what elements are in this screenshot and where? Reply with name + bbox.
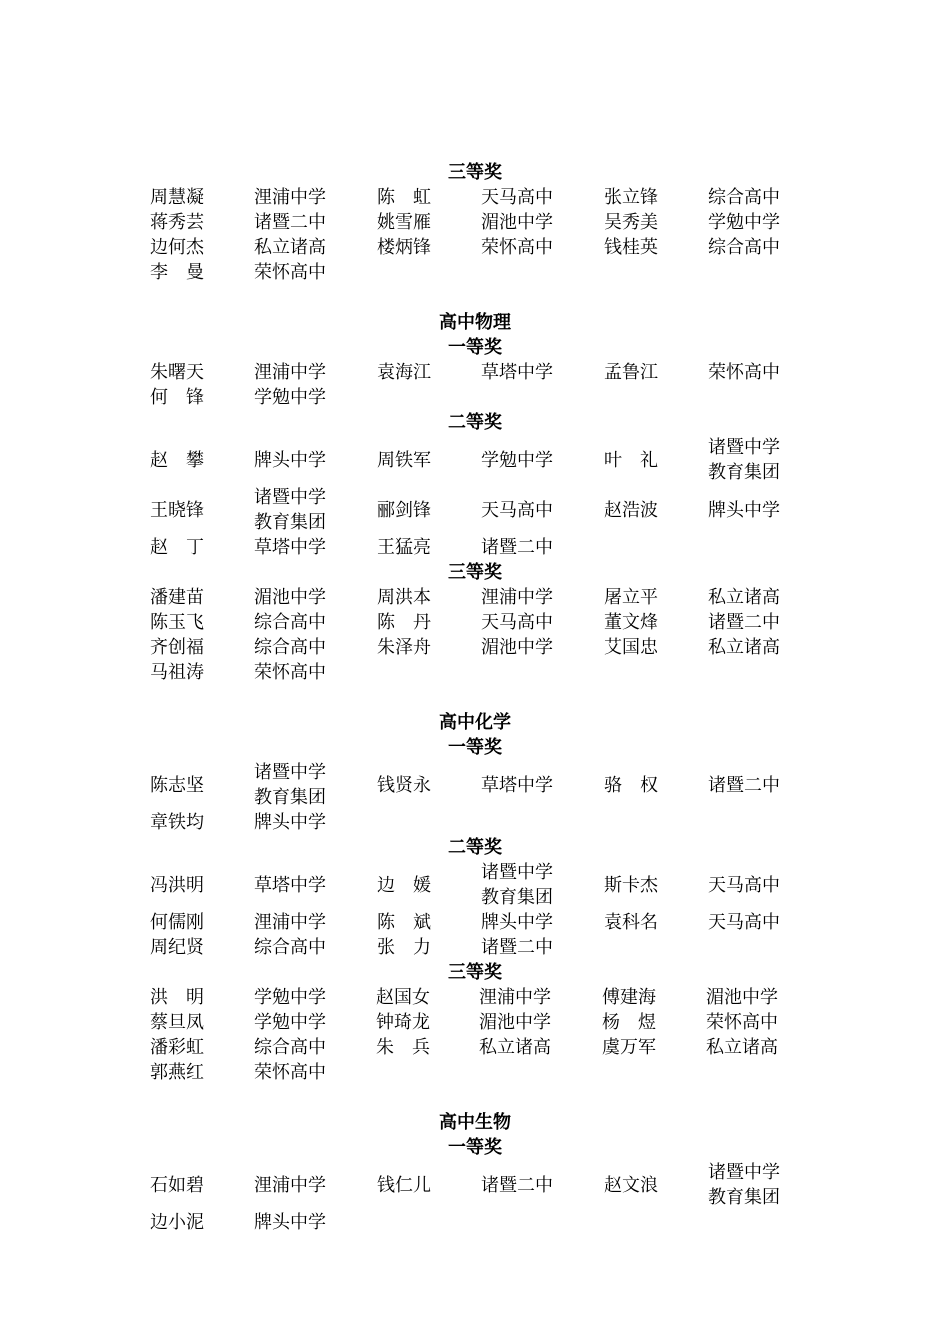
- winner-name-text: 赵 攀: [150, 449, 204, 471]
- winner-name-text: 陈玉飞: [150, 612, 204, 633]
- school-name-text: 学勉中学: [254, 387, 326, 408]
- school-name: [706, 985, 778, 1010]
- winner-row: [150, 1060, 800, 1085]
- winner-name-text: 孟鲁江: [604, 362, 658, 383]
- school-name: [254, 535, 326, 560]
- winner-name-text: 冯洪明: [150, 874, 204, 896]
- school-name: [481, 910, 553, 935]
- school-name: [708, 235, 780, 260]
- winner-name-text: 周铁军: [377, 449, 431, 471]
- winner-row: [150, 385, 800, 410]
- school-name: [254, 185, 326, 210]
- winner-name-text: 傅建海: [602, 987, 656, 1008]
- school-name-text: 综合高中: [254, 612, 326, 633]
- school-name-text: 草塔中学: [481, 362, 553, 383]
- school-name-text: 荣怀高中: [254, 1062, 326, 1083]
- school-name-text: 天马高中: [708, 912, 780, 933]
- winner-name-text: 钟琦龙: [376, 1012, 430, 1033]
- winner-name-text: 赵文浪: [604, 1174, 658, 1196]
- school-name: [254, 1010, 326, 1035]
- winner-name-text: 郦剑锋: [377, 499, 431, 521]
- winner-name-text: 洪 明: [150, 987, 204, 1008]
- winner-row: [150, 210, 800, 235]
- winner-row: [150, 610, 800, 635]
- winner-name-text: 朱泽舟: [377, 637, 431, 658]
- subject-heading: 高中化学: [439, 712, 511, 733]
- winner-name-text: 陈 丹: [377, 612, 431, 633]
- school-name-text: 综合高中: [708, 237, 780, 258]
- winner-name: [150, 585, 204, 610]
- school-name: [254, 1060, 326, 1085]
- school-name: [708, 760, 780, 810]
- school-name-text: 牌头中学: [254, 1212, 326, 1233]
- winner-row: [150, 1210, 800, 1235]
- school-name-text: 诸暨二中: [481, 937, 553, 958]
- winner-name-text: 姚雪雁: [377, 212, 431, 233]
- school-name-text: 荣怀高中: [481, 237, 553, 258]
- school-name-text: 私立诸高: [708, 587, 780, 608]
- winner-name: [604, 760, 658, 810]
- subject-heading: 高中生物: [439, 1112, 511, 1133]
- school-name: [708, 210, 780, 235]
- school-name-text: 诸暨中学 教育集团: [481, 862, 553, 908]
- winner-name: [377, 910, 431, 935]
- winner-row: [150, 235, 800, 260]
- school-name: [708, 1160, 780, 1210]
- winner-name-text: 艾国忠: [604, 637, 658, 658]
- winner-name: [377, 535, 431, 560]
- school-name-text: 天马高中: [481, 187, 553, 208]
- award-level-heading: 二等奖: [448, 412, 502, 433]
- winner-row: [150, 635, 800, 660]
- winner-name: [376, 985, 430, 1010]
- winner-row: [150, 935, 800, 960]
- winner-name: [602, 1035, 656, 1060]
- winner-row: [150, 1160, 800, 1210]
- winner-name-text: 郭燕红: [150, 1062, 204, 1083]
- winner-name: [150, 435, 204, 485]
- winner-row: [150, 185, 800, 210]
- winner-name-text: 周纪贤: [150, 937, 204, 958]
- winner-name-text: 吴秀美: [604, 212, 658, 233]
- school-name-text: 综合高中: [254, 937, 326, 958]
- school-name: [254, 635, 326, 660]
- school-name: [481, 935, 553, 960]
- school-name: [481, 485, 553, 535]
- school-name-text: 浬浦中学: [254, 362, 326, 383]
- award-level-heading: 三等奖: [448, 162, 502, 183]
- winner-row: [150, 435, 800, 485]
- winner-name-text: 钱仁儿: [377, 1174, 431, 1196]
- winner-name-text: 王猛亮: [377, 537, 431, 558]
- winner-name-text: 袁科名: [604, 912, 658, 933]
- school-name-text: 学勉中学: [254, 987, 326, 1008]
- section-spacer: [150, 685, 800, 710]
- winner-row: [150, 760, 800, 810]
- winner-name-text: 张立锋: [604, 187, 658, 208]
- winner-name: [377, 235, 431, 260]
- school-name-text: 诸暨二中: [708, 774, 780, 796]
- winner-name-text: 陈志坚: [150, 774, 204, 796]
- school-name-text: 诸暨中学 教育集团: [708, 1162, 780, 1208]
- school-name: [254, 610, 326, 635]
- award-level-heading: 三等奖: [448, 562, 502, 583]
- school-name-text: 牌头中学: [481, 912, 553, 933]
- winner-name: [150, 910, 204, 935]
- winner-name-text: 潘建苗: [150, 587, 204, 608]
- school-name-text: 天马高中: [481, 612, 553, 633]
- winner-name: [377, 360, 431, 385]
- school-name-text: 诸暨中学 教育集团: [254, 487, 326, 533]
- school-name-text: 浬浦中学: [254, 1174, 326, 1196]
- school-name-text: 湄池中学: [479, 1012, 551, 1033]
- winner-row: [150, 535, 800, 560]
- school-name-text: 学勉中学: [254, 1012, 326, 1033]
- winner-name: [377, 485, 431, 535]
- school-name: [481, 435, 553, 485]
- section-spacer: [150, 285, 800, 310]
- winner-name: [150, 185, 204, 210]
- winner-name: [604, 185, 658, 210]
- school-name-text: 浬浦中学: [479, 987, 551, 1008]
- school-name: [254, 1210, 326, 1235]
- winner-name-text: 周洪本: [377, 587, 431, 608]
- winner-row: [150, 360, 800, 385]
- winner-name: [150, 235, 204, 260]
- winner-name: [602, 985, 656, 1010]
- school-name-text: 诸暨中学 教育集团: [254, 762, 326, 808]
- school-name-text: 牌头中学: [254, 449, 326, 471]
- school-name-text: 诸暨二中: [254, 212, 326, 233]
- school-name: [254, 360, 326, 385]
- winner-name-text: 钱桂英: [604, 237, 658, 258]
- winner-name: [604, 610, 658, 635]
- winner-name-text: 赵 丁: [150, 537, 204, 558]
- school-name: [254, 210, 326, 235]
- winner-row: [150, 260, 800, 285]
- school-name: [254, 910, 326, 935]
- winner-name: [150, 610, 204, 635]
- winner-name-text: 边小泥: [150, 1212, 204, 1233]
- award-level-heading: 一等奖: [448, 337, 502, 358]
- winner-name: [150, 1010, 204, 1035]
- winner-name-text: 虞万军: [602, 1037, 656, 1058]
- winner-name-text: 何儒刚: [150, 912, 204, 933]
- winner-row: [150, 810, 800, 835]
- school-name: [254, 660, 326, 685]
- school-name-text: 诸暨二中: [708, 612, 780, 633]
- winner-name-text: 边何杰: [150, 237, 204, 258]
- school-name: [708, 910, 780, 935]
- winner-name-text: 齐创福: [150, 637, 204, 658]
- school-name: [708, 585, 780, 610]
- winner-name: [150, 485, 204, 535]
- school-name-text: 浬浦中学: [254, 187, 326, 208]
- school-name-text: 天马高中: [481, 499, 553, 521]
- winner-name: [604, 635, 658, 660]
- school-name: [479, 1010, 551, 1035]
- school-name: [481, 760, 553, 810]
- winner-name-text: 王晓锋: [150, 499, 204, 521]
- school-name: [708, 610, 780, 635]
- award-level-heading: 一等奖: [448, 737, 502, 758]
- school-name-text: 天马高中: [708, 874, 780, 896]
- school-name: [481, 585, 553, 610]
- school-name: [254, 810, 326, 835]
- winner-name-text: 董文烽: [604, 612, 658, 633]
- school-name-text: 综合高中: [708, 187, 780, 208]
- winner-name: [377, 585, 431, 610]
- winner-name: [377, 635, 431, 660]
- winner-name-text: 潘彩虹: [150, 1037, 204, 1058]
- winner-name: [150, 385, 204, 410]
- winner-name: [377, 860, 431, 910]
- school-name: [254, 385, 326, 410]
- winner-name-text: 骆 权: [604, 774, 658, 796]
- section-spacer: [150, 1085, 800, 1110]
- winner-name-text: 斯卡杰: [604, 874, 658, 896]
- winner-name: [377, 210, 431, 235]
- school-name: [706, 1035, 778, 1060]
- winner-row: [150, 985, 800, 1010]
- winner-name: [377, 610, 431, 635]
- school-name-text: 牌头中学: [708, 499, 780, 521]
- winner-name-text: 袁海江: [377, 362, 431, 383]
- school-name-text: 诸暨二中: [481, 537, 553, 558]
- winner-name-text: 陈 斌: [377, 912, 431, 933]
- winner-name: [150, 810, 204, 835]
- winner-name: [604, 210, 658, 235]
- winner-name: [150, 1060, 204, 1085]
- winner-name-text: 赵浩波: [604, 499, 658, 521]
- school-name: [708, 435, 780, 485]
- winner-name: [150, 660, 204, 685]
- school-name-text: 牌头中学: [254, 812, 326, 833]
- school-name: [254, 860, 326, 910]
- school-name: [254, 760, 326, 810]
- winner-name-text: 杨 煜: [602, 1012, 656, 1033]
- winner-name-text: 章铁均: [150, 812, 204, 833]
- school-name-text: 湄池中学: [706, 987, 778, 1008]
- winner-name: [150, 635, 204, 660]
- winner-name-text: 蔡旦凤: [150, 1012, 204, 1033]
- school-name-text: 湄池中学: [481, 212, 553, 233]
- winner-name-text: 陈 虹: [377, 187, 431, 208]
- award-list-document: [150, 160, 800, 1235]
- school-name-text: 私立诸高: [706, 1037, 778, 1058]
- school-name-text: 湄池中学: [254, 587, 326, 608]
- school-name: [706, 1010, 778, 1035]
- school-name-text: 诸暨中学 教育集团: [708, 437, 780, 483]
- school-name: [254, 1160, 326, 1210]
- school-name-text: 草塔中学: [254, 537, 326, 558]
- school-name-text: 私立诸高: [254, 237, 326, 258]
- winner-name: [150, 860, 204, 910]
- winner-name: [150, 210, 204, 235]
- winner-name: [377, 185, 431, 210]
- winner-name: [604, 860, 658, 910]
- winner-name-text: 楼炳锋: [377, 237, 431, 258]
- winner-name: [377, 435, 431, 485]
- winner-name-text: 张 力: [377, 937, 431, 958]
- winner-name: [604, 235, 658, 260]
- school-name-text: 荣怀高中: [254, 662, 326, 683]
- winner-name-text: 马祖涛: [150, 662, 204, 683]
- winner-row: [150, 910, 800, 935]
- winner-name: [604, 1160, 658, 1210]
- school-name: [481, 360, 553, 385]
- winner-row: [150, 660, 800, 685]
- winner-name: [150, 935, 204, 960]
- school-name-text: 综合高中: [254, 1037, 326, 1058]
- winner-name-text: 叶 礼: [604, 449, 658, 471]
- school-name-text: 湄池中学: [481, 637, 553, 658]
- winner-name: [150, 360, 204, 385]
- winner-name-text: 何 锋: [150, 387, 204, 408]
- school-name: [481, 210, 553, 235]
- school-name: [481, 185, 553, 210]
- winner-name: [604, 485, 658, 535]
- winner-name: [604, 585, 658, 610]
- school-name: [481, 860, 553, 910]
- subject-heading: 高中物理: [439, 312, 511, 333]
- school-name: [254, 985, 326, 1010]
- winner-name: [150, 1035, 204, 1060]
- winner-name: [150, 260, 204, 285]
- winner-name: [602, 1010, 656, 1035]
- winner-name-text: 朱曙天: [150, 362, 204, 383]
- school-name: [479, 985, 551, 1010]
- school-name: [481, 1160, 553, 1210]
- winner-name-text: 蒋秀芸: [150, 212, 204, 233]
- winner-row: [150, 1010, 800, 1035]
- school-name: [481, 535, 553, 560]
- winner-name: [150, 535, 204, 560]
- winner-name: [377, 760, 431, 810]
- school-name-text: 草塔中学: [481, 774, 553, 796]
- winner-name: [377, 935, 431, 960]
- winner-name: [376, 1010, 430, 1035]
- school-name: [254, 485, 326, 535]
- winner-name-text: 朱 兵: [376, 1037, 430, 1058]
- winner-name-text: 屠立平: [604, 587, 658, 608]
- winner-name: [376, 1035, 430, 1060]
- winner-name-text: 边 媛: [377, 874, 431, 896]
- school-name: [708, 485, 780, 535]
- school-name: [254, 435, 326, 485]
- school-name: [254, 260, 326, 285]
- school-name: [708, 360, 780, 385]
- school-name: [254, 235, 326, 260]
- winner-name-text: 周慧凝: [150, 187, 204, 208]
- winner-name-text: 李 曼: [150, 262, 204, 283]
- winner-name-text: 石如碧: [150, 1174, 204, 1196]
- school-name-text: 荣怀高中: [708, 362, 780, 383]
- winner-row: [150, 585, 800, 610]
- school-name-text: 浬浦中学: [254, 912, 326, 933]
- winner-name: [604, 360, 658, 385]
- winner-row: [150, 485, 800, 535]
- school-name-text: 学勉中学: [481, 449, 553, 471]
- school-name-text: 私立诸高: [479, 1037, 551, 1058]
- school-name: [481, 635, 553, 660]
- school-name-text: 私立诸高: [708, 637, 780, 658]
- award-level-heading: 一等奖: [448, 1137, 502, 1158]
- winner-name: [604, 910, 658, 935]
- school-name: [708, 860, 780, 910]
- school-name: [481, 235, 553, 260]
- school-name: [479, 1035, 551, 1060]
- school-name: [254, 935, 326, 960]
- school-name-text: 荣怀高中: [254, 262, 326, 283]
- winner-name: [604, 435, 658, 485]
- winner-name: [150, 760, 204, 810]
- school-name: [708, 185, 780, 210]
- school-name-text: 诸暨二中: [481, 1174, 553, 1196]
- winner-name-text: 赵国女: [376, 987, 430, 1008]
- school-name: [708, 635, 780, 660]
- winner-name: [377, 1160, 431, 1210]
- winner-name: [150, 1160, 204, 1210]
- school-name: [481, 610, 553, 635]
- school-name-text: 综合高中: [254, 637, 326, 658]
- award-level-heading: 二等奖: [448, 837, 502, 858]
- school-name-text: 荣怀高中: [706, 1012, 778, 1033]
- winner-row: [150, 1035, 800, 1060]
- school-name-text: 草塔中学: [254, 874, 326, 896]
- school-name-text: 学勉中学: [708, 212, 780, 233]
- winner-name: [150, 985, 204, 1010]
- school-name: [254, 1035, 326, 1060]
- school-name-text: 浬浦中学: [481, 587, 553, 608]
- winner-name-text: 钱贤永: [377, 774, 431, 796]
- winner-row: [150, 860, 800, 910]
- award-level-heading: 三等奖: [448, 962, 502, 983]
- winner-name: [150, 1210, 204, 1235]
- school-name: [254, 585, 326, 610]
